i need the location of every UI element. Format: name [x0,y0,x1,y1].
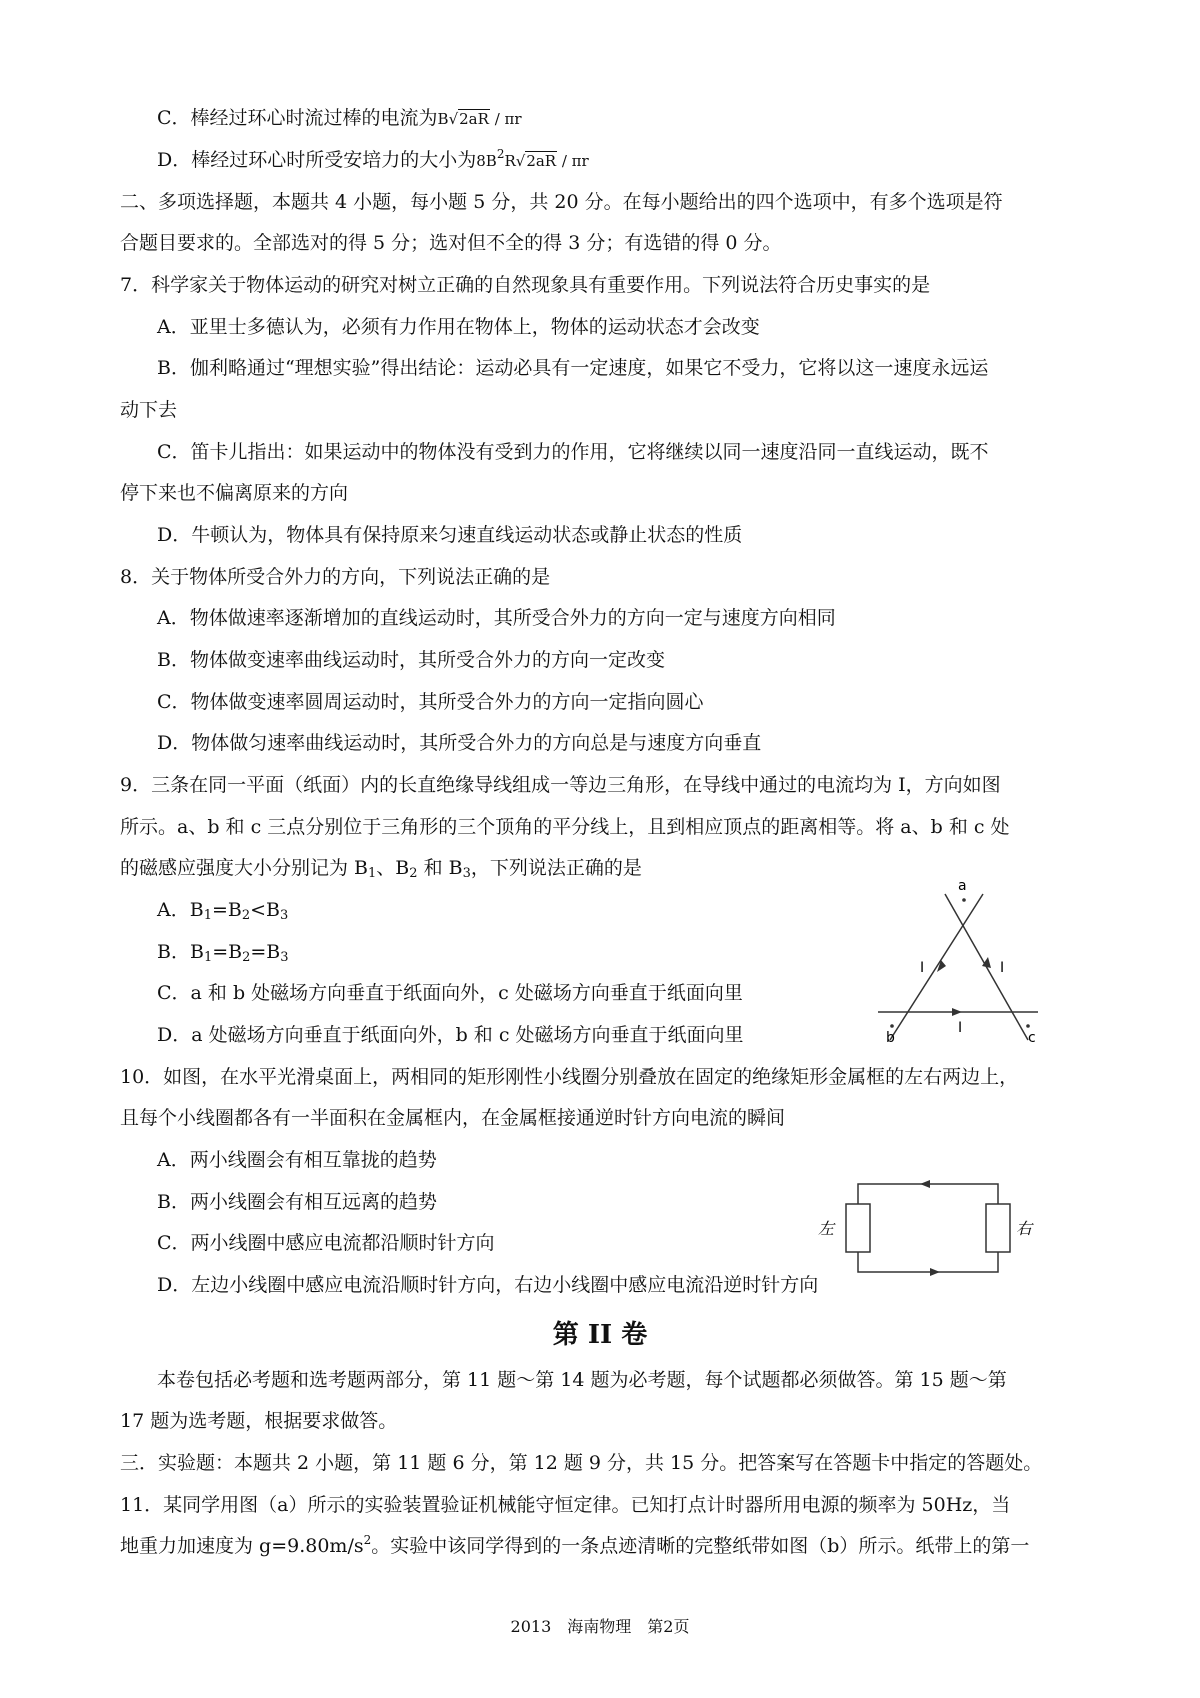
label-right: 右 [1016,1219,1033,1238]
q11-line1: 11．某同学用图（a）所示的实验装置验证机械能守恒定律。已知打点计时器所用电源的频率为 50Hz，当 [120,1494,1011,1516]
subscript: 1 [368,866,377,881]
q7-option-d: D．牛顿认为，物体具有保持原来匀速直线运动状态或静止状态的性质 [157,524,743,546]
right-coil [986,1204,1010,1252]
q11-line2-text: 。实验中该同学得到的一条点迹清晰的完整纸带如图（b）所示。纸带上的第一 [371,1535,1030,1557]
q9-stem3-text: 的磁感应强度大小分别记为 B [120,857,369,879]
formula-mid: R [504,152,516,170]
section3-header: 三．实验题：本题共 2 小题，第 11 题 6 分，第 12 题 9 分，共 15 分。把答案写在答题卡中指定的答题处。 [120,1452,1043,1474]
formula-suffix: / πr [489,110,522,128]
q9-option-a [157,898,288,922]
q10-option-b: B．两小线圈会有相互远离的趋势 [157,1191,437,1213]
q6-option-c-formula: B√2aR / πr [437,110,522,128]
q9-option-d: D．a 处磁场方向垂直于纸面向外，b 和 c 处磁场方向垂直于纸面向里 [157,1024,744,1046]
q6-option-d [157,148,589,173]
q10-frame-figure [812,1172,1040,1282]
q10-stem-line1: 10．如图，在水平光滑桌面上，两相同的矩形刚性小线圈分别叠放在固定的绝缘矩形金属框的左右两边上， [120,1066,1019,1088]
metal-frame [858,1184,998,1272]
q9-a-text: A．B [157,899,204,921]
q9-a-text: <B [250,899,281,921]
q8-stem: 8．关于物体所受合外力的方向，下列说法正确的是 [120,566,551,588]
page-footer: 2013 海南物理 第2页 [510,1617,690,1636]
q6-option-d-text: D．棒经过环心时所受安培力的大小为 [157,149,477,171]
section2-line1: 二、多项选择题，本题共 4 小题，每小题 5 分，共 20 分。在每小题给出的四个选项中，有多个选项是符 [120,191,1003,213]
section2-line2: 合题目要求的。全部选对的得 5 分；选对但不全的得 3 分；有选错的得 0 分。 [120,232,782,254]
q6-option-c-text: C．棒经过环心时流过棒的电流为 [157,107,438,129]
q7-option-b-line1: B．伽利略通过“理想实验”得出结论：运动必具有一定速度，如果它不受力，它将以这一速度永远运 [157,357,989,379]
point-a-dot [962,898,966,902]
q11-line2-text: 地重力加速度为 g=9.80m/s [120,1535,364,1557]
superscript: 2 [363,1533,372,1547]
q9-stem3-text: 和 B [417,857,463,879]
q7-stem: 7．科学家关于物体运动的研究对树立正确的自然现象具有重要作用。下列说法符合历史事实的是 [120,274,931,296]
q10-option-c: C．两小线圈中感应电流都沿顺时针方向 [157,1232,495,1254]
q7-option-c-line2: 停下来也不偏离原来的方向 [120,482,349,504]
formula-suffix: / πr [557,152,589,170]
q8-option-d: D．物体做匀速率曲线运动时，其所受合外力的方向总是与速度方向垂直 [157,732,762,754]
q6-option-c [157,106,522,131]
label-c: c [1028,1030,1036,1046]
q7-option-b-line2: 动下去 [120,399,178,421]
left-coil [846,1204,870,1252]
formula-power: 2 [496,147,505,161]
q9-stem3-text: 、B [376,857,410,879]
arrow-top-icon [920,1180,930,1188]
q9-stem3-text: ，下列说法正确的是 [470,857,642,879]
q9-triangle-figure [870,880,1050,1050]
q8-option-a: A．物体做速率逐渐增加的直线运动时，其所受合外力的方向一定与速度方向相同 [157,607,836,629]
q10-option-a: A．两小线圈会有相互靠拢的趋势 [157,1149,437,1171]
formula-prefix: B [437,110,449,128]
subscript: 1 [203,908,212,923]
q10-stem-line2: 且每个小线圈都各有一半面积在金属框内，在金属框接通逆时针方向电流的瞬间 [120,1107,786,1129]
label-left: 左 [818,1219,835,1238]
subscript: 3 [280,950,289,965]
part2-intro-line1: 本卷包括必考题和选考题两部分，第 11 题～第 14 题为必考题，每个试题都必须做答。第 15 题～第 [157,1369,1007,1391]
q10-option-d: D．左边小线圈中感应电流沿顺时针方向，右边小线圈中感应电流沿逆时针方向 [157,1274,819,1296]
label-current-left: I [920,960,925,976]
subscript: 2 [409,866,418,881]
subscript: 3 [280,908,289,923]
subscript: 3 [462,866,471,881]
label-current-right: I [1000,960,1005,976]
q9-option-c: C．a 和 b 处磁场方向垂直于纸面向外，c 处磁场方向垂直于纸面向里 [157,982,743,1004]
subscript: 1 [203,950,213,965]
q7-option-a: A．亚里士多德认为，必须有力作用在物体上，物体的运动状态才会改变 [157,316,760,338]
q7-option-c-line1: C．笛卡儿指出：如果运动中的物体没有受到力的作用，它将继续以同一速度沿同一直线运动，既不 [157,441,989,463]
arrow-bottom-icon [930,1268,940,1276]
formula-radicand: 2aR [459,110,489,128]
q9-b-text: B．B [157,941,204,963]
q9-stem-line2: 所示。a、b 和 c 三点分别位于三角形的三个顶角的平分线上，且到相应顶点的距离相等。将 a、b 和 c 处 [120,816,1010,838]
formula-radicand: 2aR [526,152,557,170]
arrow-left-icon [937,960,946,972]
q9-b-text: =B [212,941,243,963]
point-b-dot [890,1024,894,1028]
part2-intro-line2: 17 题为选考题，根据要求做答。 [120,1410,398,1432]
label-a: a [958,880,967,894]
q9-stem-line3 [120,856,642,880]
q9-a-text: =B [211,899,242,921]
q9-option-b [157,940,289,964]
q9-stem-line1: 9．三条在同一平面（纸面）内的长直绝缘导线组成一等边三角形，在导线中通过的电流均为 I，方向如图 [120,774,1001,796]
q6-option-d-formula: $8B^2R√2aR$ / πr [476,147,589,170]
subscript: 2 [242,950,251,965]
label-b: b [886,1030,895,1046]
label-current-bottom: I [958,1020,963,1036]
formula-prefix: 8B [476,152,497,170]
point-c-dot [1026,1024,1030,1028]
q8-option-c: C．物体做变速率圆周运动时，其所受合外力的方向一定指向圆心 [157,691,704,713]
arrow-bottom-icon [952,1008,962,1016]
q9-b-text: =B [250,941,281,963]
q11-line2 [120,1534,1029,1558]
part2-title: 第 II 卷 [552,1320,648,1350]
subscript: 2 [241,908,251,923]
q8-option-b: B．物体做变速率曲线运动时，其所受合外力的方向一定改变 [157,649,665,671]
wire-left [890,894,983,1040]
